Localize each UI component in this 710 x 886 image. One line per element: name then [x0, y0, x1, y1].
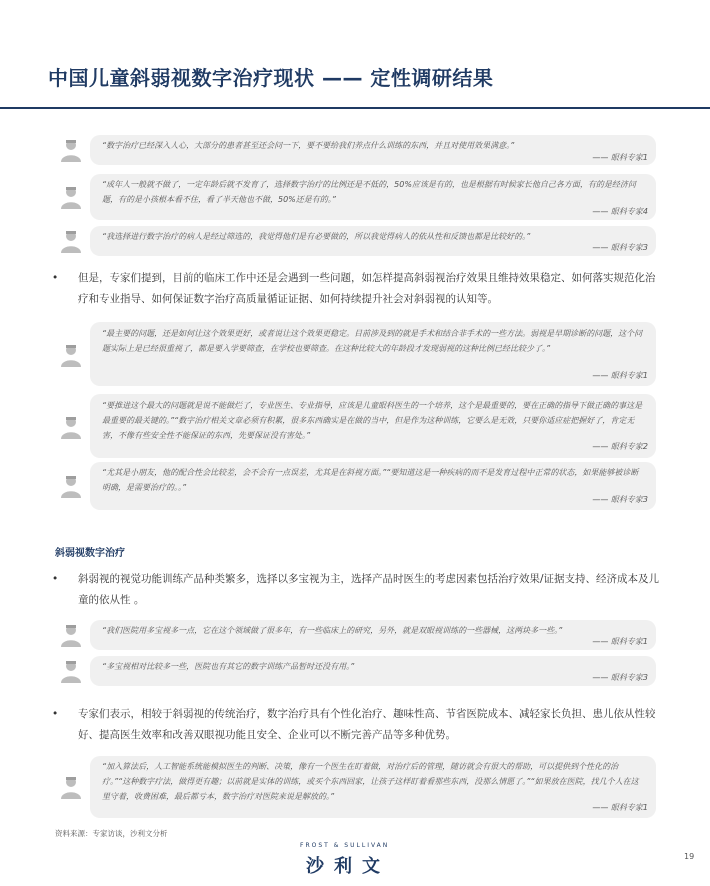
- bullet-item: [52, 704, 662, 746]
- quote-source: —— 眼科专家1: [592, 153, 648, 162]
- quote-source: —— 眼科专家1: [592, 637, 648, 646]
- person-avatar-icon: [58, 622, 84, 648]
- quote-row: [58, 462, 656, 510]
- quote-source: —— 眼科专家3: [592, 495, 648, 504]
- person-avatar-icon: [58, 342, 84, 368]
- bullet-dot: •: [52, 272, 59, 284]
- quote-text: “尤其是小朋友，他的配合性会比较差，会不会有一点误差，尤其是在斜视方面。”“要知道这是一种疾病的而不是发育过程中正常的状态，如果能够被诊断明确，是需要治疗的。。”: [102, 468, 639, 492]
- bullet-item: [52, 268, 662, 310]
- quote-row: [58, 174, 656, 220]
- brand-tagline: FROST & SULLIVAN: [300, 842, 390, 849]
- quote-text: “我们医院用多宝视多一点，它在这个领域做了很多年，有一些临床上的研究，另外，就是双眼视训练的一些器械，这两块多一些。”: [102, 626, 563, 635]
- quote-row: [58, 226, 656, 256]
- person-avatar-icon: [58, 658, 84, 684]
- quote-source: —— 眼科专家2: [592, 442, 648, 451]
- brand-name: 沙利文: [306, 856, 390, 877]
- quote-row: [58, 135, 656, 165]
- bullet-text: 斜弱视的视觉功能训练产品种类繁多，选择以多宝视为主，选择产品时医生的考虑因素包括治疗效果/证据支持、经济成本及儿童的依从性 。: [78, 573, 660, 606]
- quote-row: [58, 656, 656, 686]
- quote-text: “要推进这个最大的问题就是说不能做烂了，专业医生、专业指导，应该是儿童眼科医生的一个培养，这个是最重要的，要在正确的指导下做正确的事这是最重要的最关键的。”“数字治疗相关文章必须有积累，很多东西确实是在做的当中，但是作为这种训练，它要么是无效，只要你适应症把握好了，肯定无害，不像有些安全性不能保证的东西，先要保证没有害处。”: [102, 401, 643, 440]
- person-avatar-icon: [58, 473, 84, 499]
- quote-source: —— 眼科专家3: [592, 673, 648, 682]
- source-footnote: 资料来源：专家访谈，沙利文分析: [55, 829, 168, 838]
- person-avatar-icon: [58, 228, 84, 254]
- quote-text: “成年人一般就不做了，一定年龄后就不发育了，选择数字治疗的比例还是不低的，50%应该是有的，也是根据有时候家长他自己各方面，有的是经济问题，有的是小孩根本看不住，看了半天他也不做，50%还是有的。”: [102, 180, 636, 204]
- person-avatar-icon: [58, 774, 84, 800]
- quote-row: [58, 322, 656, 386]
- section-title: 斜弱视数字治疗: [55, 548, 125, 559]
- page-title: 中国儿童斜弱视数字治疗现状 —— 定性调研结果: [48, 66, 494, 90]
- title-divider: [0, 107, 710, 109]
- quote-text: “我选择进行数字治疗的病人是经过筛选的，我觉得他们是有必要做的，所以我觉得病人的依从性和反馈也都是比较好的。”: [102, 232, 531, 241]
- quote-text: “多宝视相对比较多一些，医院也有其它的数字训练产品暂时还没有用。”: [102, 662, 355, 671]
- bullet-dot: •: [52, 708, 59, 720]
- quote-text: “加入算法后，人工智能系统能模拟医生的判断、决策，像有一个医生在盯着做，对治疗后的管理，随访就会有很大的帮助，可以提供到个性化的治疗。”“这种数字疗法，做得更有趣；以前就是实体的训练，或买个东西回家，让孩子这样盯着看那些东西，没那么情愿了。”“如果放在医院，找几个人在这里守着，收费困难，最后都亏本，数字治疗对医院来说是解放的。”: [102, 762, 639, 801]
- person-avatar-icon: [58, 414, 84, 440]
- person-avatar-icon: [58, 184, 84, 210]
- bullet-text: 专家们表示，相较于斜弱视的传统治疗，数字治疗具有个性化治疗、趣味性高、节省医院成本、减轻家长负担、患儿依从性较好、提高医生效率和改善双眼视功能且安全、企业可以不断完善产品等多种优势。: [78, 708, 656, 741]
- bullet-dot: •: [52, 573, 59, 585]
- person-avatar-icon: [58, 137, 84, 163]
- quote-text: “最主要的问题，还是如何让这个效果更好，或者说让这个效果更稳定。目前涉及到的就是手术和结合非手术的一些方法。弱视是早期诊断的问题，这个问题实际上是已经很重视了，都是要入学要筛查，在学校也要筛查。在这种比较大的年龄段才发现弱视的这种比例已经比较少了。”: [102, 329, 643, 353]
- quote-row: [58, 620, 656, 650]
- quote-source: —— 眼科专家1: [592, 371, 648, 380]
- bullet-text: 但是，专家们提到，目前的临床工作中还是会遇到一些问题，如怎样提高斜弱视治疗效果且维持效果稳定、如何落实规范化治疗和专业指导、如何保证数字治疗高质量循证证据、如何持续提升社会对斜弱视的认知等。: [78, 272, 656, 305]
- quote-source: —— 眼科专家4: [592, 207, 648, 216]
- bullet-item: [52, 569, 662, 611]
- quote-source: —— 眼科专家1: [592, 803, 648, 812]
- quote-source: —— 眼科专家3: [592, 243, 648, 252]
- quote-row: [58, 756, 656, 818]
- quote-text: “数字治疗已经深入人心，大部分的患者甚至还会问一下，要不要给我们养点什么训练的东西，并且对使用效果满意。”: [102, 141, 515, 150]
- page-number: 19: [684, 852, 695, 861]
- quote-row: [58, 394, 656, 458]
